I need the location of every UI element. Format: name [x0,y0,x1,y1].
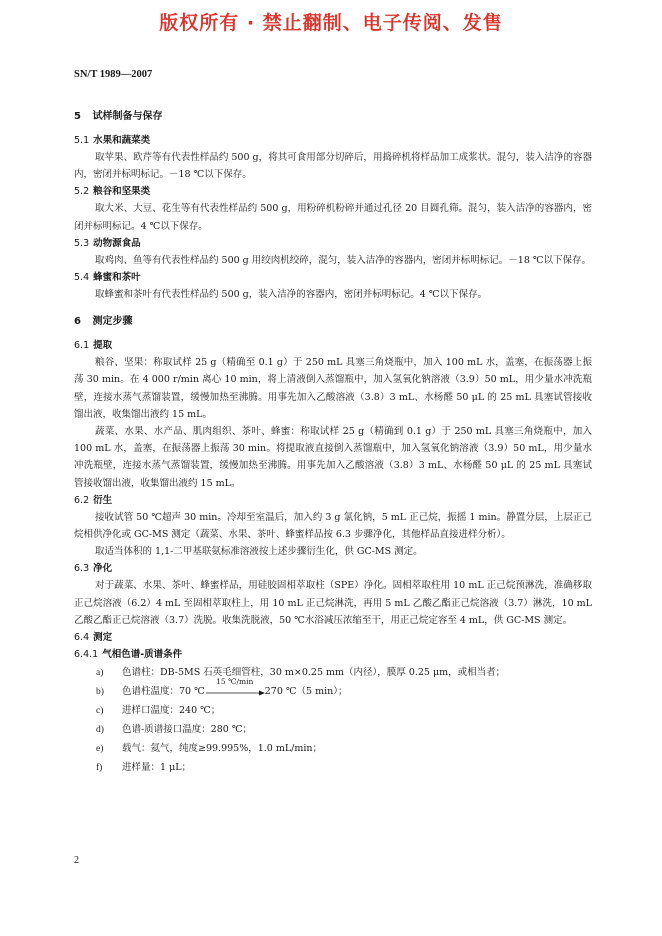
section-6-3-para-1: 对于蔬菜、水果、茶叶、蜂蜜样品，用硅胶固相萃取柱（SPE）净化。固相萃取柱用 10 mL 正己烷预淋洗，准确移取正己烷溶液（6.2）4 mL 至固相萃取柱上，用 10 mL 正己烷淋洗，再用 5 mL 乙酸乙酯正己烷溶液（3.7）淋洗，10 mL 乙酸乙酯正己烷溶液（3.7）洗脱。收集洗脱液，50 ℃水浴减压浓缩至干，用正己烷定容至 4 mL，供 GC-MS 测定。 [74,580,592,626]
gc-condition-item [74,720,592,739]
temperature-program-arrow [205,676,265,698]
section-number: 6.4 [74,632,90,644]
section-number: 6.4.1 [74,649,99,661]
copyright-watermark: 版权所有 · 禁止翻制、电子传阅、发售 [159,12,503,34]
section-number: 6.2 [74,494,90,506]
section-6-1-para-1: 粮谷、坚果：称取试样 25 g（精确至 0.1 g）于 250 mL 具塞三角烧瓶中，加入 100 mL 水，盖塞，在振荡器上振荡 30 min。在 4 000 r/min 离心 10 min，将上清液倒入蒸馏瓶中，加入氢氧化钠溶液（3.9）50 mL，用少量水冲洗瓶壁，连接水蒸气蒸馏装置，缓慢加热至沸腾。用事先加入乙酸溶液（3.8）3 mL、水杨醛 50 μL 的 25 mL 具塞试管接收馏出液，收集馏出液约 15 mL。 [74,357,592,420]
item-label: c) [96,706,104,717]
section-6-1-heading [74,337,592,354]
item-label: d) [96,725,104,736]
section-title: 提取 [93,340,113,352]
section-6-heading [74,313,592,331]
section-number: 6 [74,316,81,328]
item-label: b) [96,687,104,698]
document-body [74,108,592,777]
item-label: a) [96,668,104,679]
section-number: 5.4 [74,272,90,284]
section-5-3-heading [74,235,592,252]
section-6-3-heading [74,560,592,577]
item-label: e) [96,744,104,755]
section-6-4-1-heading [74,646,592,663]
item-label: f) [96,763,103,774]
section-6-2-heading [74,492,592,509]
section-5-1-text: 取苹果、欧芹等有代表性样品约 500 g，将其可食用部分切碎后，用捣碎机将样品加工成浆状。混匀，装入洁净的容器内，密闭并标明标记。－18 ℃以下保存。 [74,152,592,181]
page-number: 2 [74,855,79,866]
section-5-4-heading [74,269,592,286]
gc-condition-item [74,701,592,720]
section-title: 测定 [93,632,113,644]
section-title: 试样制备与保存 [92,111,163,122]
section-5-2-heading [74,183,592,200]
item-text: 载气：氦气，纯度≥99.995%，1.0 mL/min； [122,743,323,755]
item-text-suffix: 270 ℃（5 min）； [264,686,348,698]
section-6-1-para-2: 蔬菜、水果、水产品、肌肉组织、茶叶、蜂蜜：称取试样 25 g（精确到 0.1 g）于 250 mL 具塞三角烧瓶中，加入 100 mL 水，盖塞，在振荡器上振荡 30 min。将提取液直接倒入蒸馏瓶中，加入氢氧化钠溶液（3.9）50 mL，用少量水冲洗瓶壁，连接水蒸气蒸馏装置，缓慢加热至沸腾。用事先加入乙酸溶液（3.8）3 mL、水杨醛 50 μL 的 25 mL 具塞试管接收馏出液，收集馏出液约 15 mL。 [74,426,592,489]
gc-condition-item [74,663,592,682]
gc-condition-item [74,739,592,758]
section-title: 气相色谱-质谱条件 [102,649,183,661]
section-title: 测定步骤 [92,316,133,328]
section-title: 粮谷和坚果类 [93,186,151,198]
section-6-2-para-1: 接收试管 50 ℃超声 30 min。冷却至室温后，加入约 3 g 氯化钠，5 mL 正己烷，振摇 1 min。静置分层，上层正己烷相供净化或 GC-MS 测定（蔬菜、水果、茶叶、蜂蜜样品按 6.3 步骤净化，其他样品直接进样分析）。 [74,511,592,541]
right-arrow-icon [205,690,265,696]
section-number: 6.1 [74,340,90,352]
section-number: 5 [74,111,81,122]
gc-condition-item [74,758,592,777]
ramp-rate: 15 ℃/min [216,676,254,686]
item-text: 进样口温度：240 ℃； [122,705,221,717]
section-number: 5.2 [74,186,90,198]
section-title: 蜂蜜和茶叶 [93,272,141,284]
section-5-4-text: 取蜂蜜和茶叶有代表性样品约 500 g，装入洁净的容器内，密闭并标明标记。4 ℃以下保存。 [95,289,487,301]
section-number: 5.3 [74,237,90,249]
item-text: 色谱柱：DB-5MS 石英毛细管柱，30 m×0.25 mm（内径），膜厚 0.25 μm，或相当者； [122,667,506,679]
item-text: 色谱-质谱接口温度：280 ℃； [122,724,252,736]
section-title: 动物源食品 [93,237,141,249]
item-text: 进样量：1 μL； [122,762,192,774]
section-title: 净化 [93,563,113,575]
section-title: 衍生 [93,494,113,506]
section-6-2-para-2: 取适当体积的 1,1-二甲基联氨标准溶液按上述步骤衍生化，供 GC-MS 测定。 [95,546,423,558]
section-number: 6.3 [74,563,90,575]
section-5-3-text: 取鸡肉、鱼等有代表性样品约 500 g 用绞肉机绞碎，混匀，装入洁净的容器内，密闭并标明标记。－18 ℃以下保存。 [95,254,592,266]
item-text-prefix: 色谱柱温度：70 ℃ [122,686,205,698]
section-5-2-text: 取大米、大豆、花生等有代表性样品约 500 g，用粉碎机粉碎并通过孔径 20 目圆孔筛。混匀，装入洁净的容器内，密闭并标明标记。4 ℃以下保存。 [74,203,592,232]
section-5-1-heading [74,132,592,149]
section-number: 5.1 [74,135,90,146]
gc-condition-item [74,676,592,701]
section-5-heading [74,108,592,126]
section-title: 水果和蔬菜类 [93,135,151,146]
standard-code: SN/T 1989—2007 [74,69,153,80]
section-6-4-heading [74,629,592,646]
